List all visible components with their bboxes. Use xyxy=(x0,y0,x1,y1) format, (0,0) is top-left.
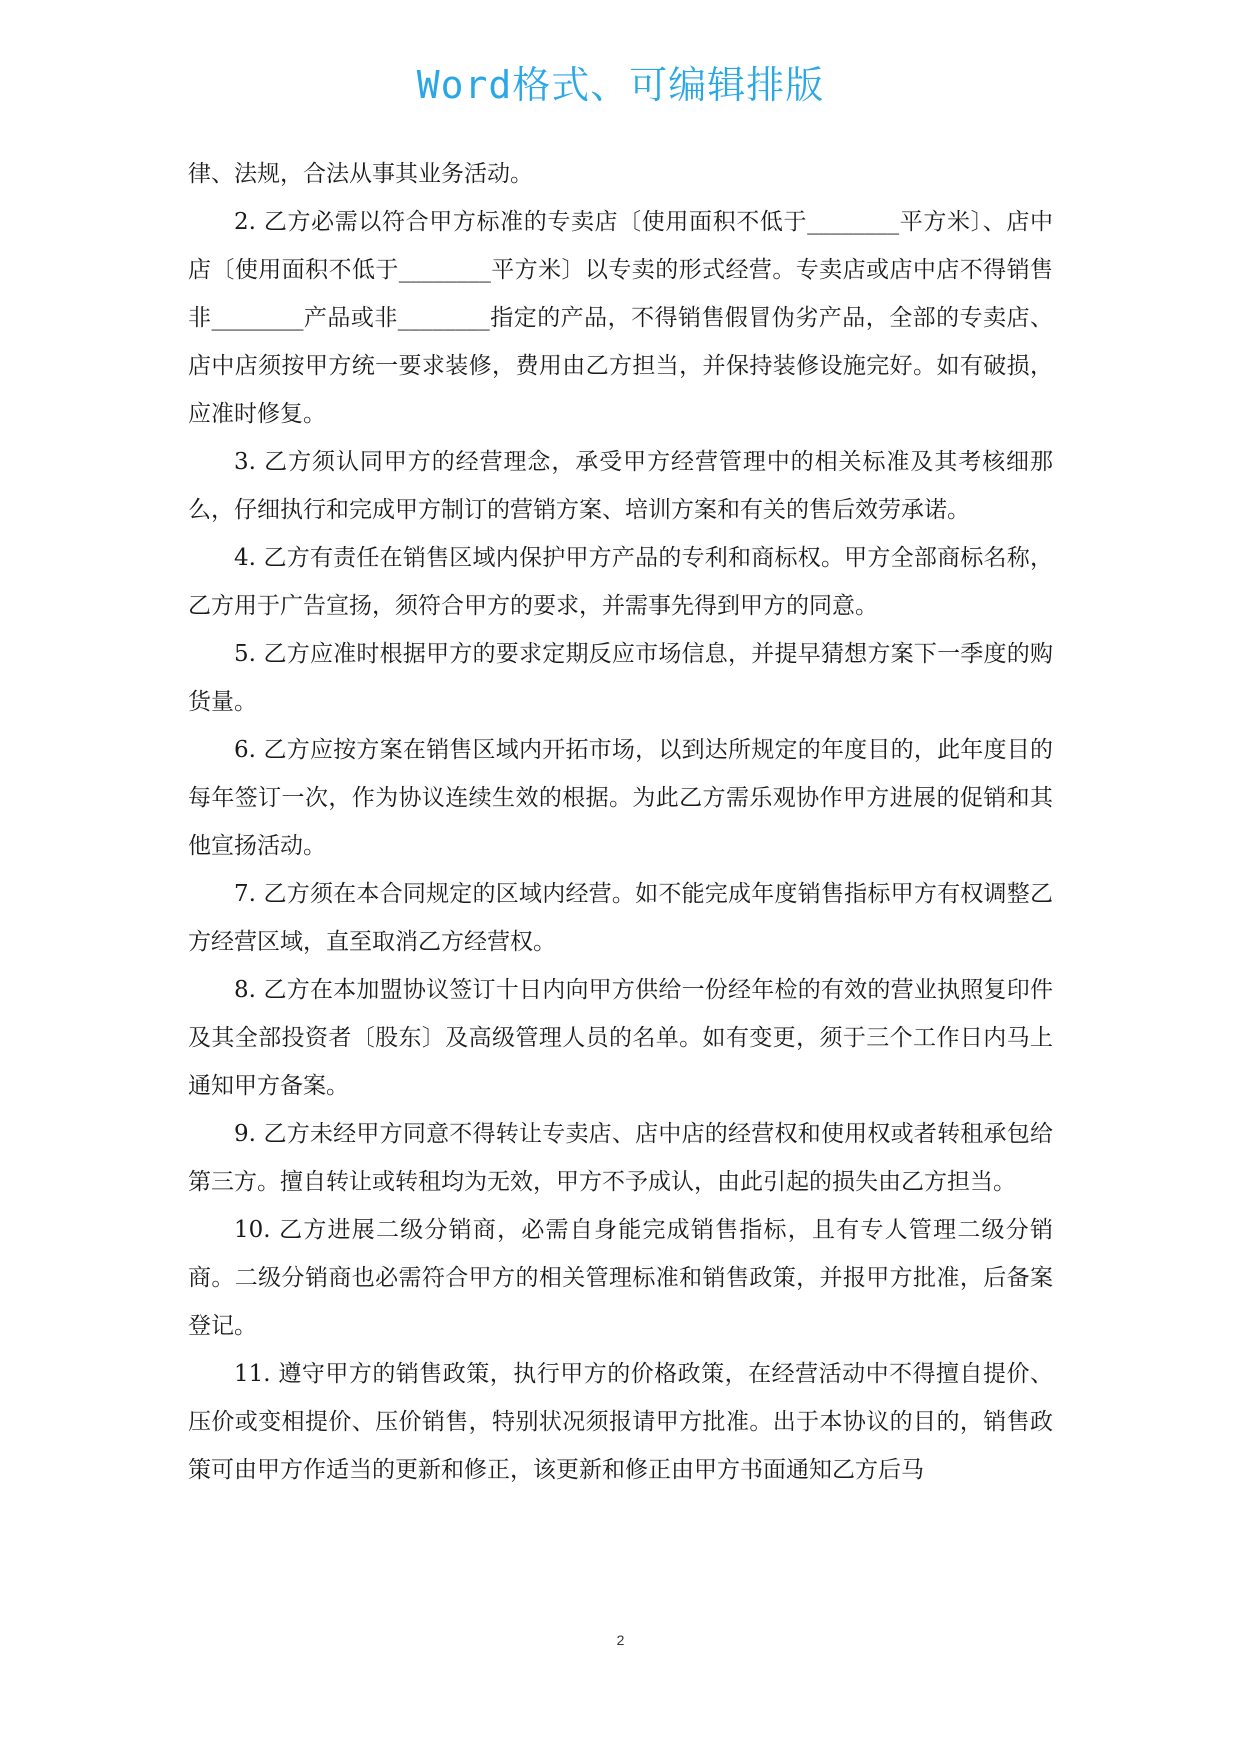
page-number: 2 xyxy=(616,1632,625,1648)
paragraph-clause-11: 11. 遵守甲方的销售政策，执行甲方的价格政策，在经营活动中不得擅自提价、压价或变相提价、压价销售，特别状况须报请甲方批准。出于本协议的目的，销售政策可由甲方作适当的更新和修正，该更新和修正由甲方书面通知乙方后马 xyxy=(188,1361,1053,1483)
paragraph-clause-3: 3. 乙方须认同甲方的经营理念，承受甲方经营管理中的相关标准及其考核细那么，仔细执行和完成甲方制订的营销方案、培训方案和有关的售后效劳承诺。 xyxy=(188,449,1053,523)
paragraph-clause-8: 8. 乙方在本加盟协议签订十日内向甲方供给一份经年检的有效的营业执照复印件及其全部投资者〔股东〕及高级管理人员的名单。如有变更，须于三个工作日内马上通知甲方备案。 xyxy=(188,977,1053,1099)
paragraph-clause-7: 7. 乙方须在本合同规定的区域内经营。如不能完成年度销售指标甲方有权调整乙方经营区域，直至取消乙方经营权。 xyxy=(188,881,1053,955)
paragraph-clause-4: 4. 乙方有责任在销售区域内保护甲方产品的专利和商标权。甲方全部商标名称，乙方用于广告宣扬，须符合甲方的要求，并需事先得到甲方的同意。 xyxy=(188,545,1053,619)
paragraph-clause-5: 5. 乙方应准时根据甲方的要求定期反应市场信息，并提早猜想方案下一季度的购货量。 xyxy=(188,641,1053,715)
paragraph-clause-6: 6. 乙方应按方案在销售区域内开拓市场，以到达所规定的年度目的，此年度目的每年签订一次，作为协议连续生效的根据。为此乙方需乐观协作甲方进展的促销和其他宣扬活动。 xyxy=(188,737,1053,859)
header-title: Word格式、可编辑排版 xyxy=(416,63,825,107)
paragraph-clause-10: 10. 乙方进展二级分销商，必需自身能完成销售指标，且有专人管理二级分销商。二级分销商也必需符合甲方的相关管理标准和销售政策，并报甲方批准，后备案登记。 xyxy=(188,1217,1053,1339)
paragraph-clause-9: 9. 乙方未经甲方同意不得转让专卖店、店中店的经营权和使用权或者转租承包给第三方。擅自转让或转租均为无效，甲方不予成认，由此引起的损失由乙方担当。 xyxy=(188,1121,1053,1195)
document-body xyxy=(188,150,1053,1494)
paragraph-continuation: 律、法规，合法从事其业务活动。 xyxy=(188,161,533,187)
paragraph-clause-2: 2. 乙方必需以符合甲方标准的专卖店〔使用面积不低于________平方米〕、店中店〔使用面积不低于________平方米〕以专卖的形式经营。专卖店或店中店不得销售非________产品或非________指定的产品，不得销售假冒伪劣产品，全部的专卖店、店中店须按甲方统一要求装修，费用由乙方担当，并保持装修设施完好。如有破损，应准时修复。 xyxy=(188,209,1053,427)
